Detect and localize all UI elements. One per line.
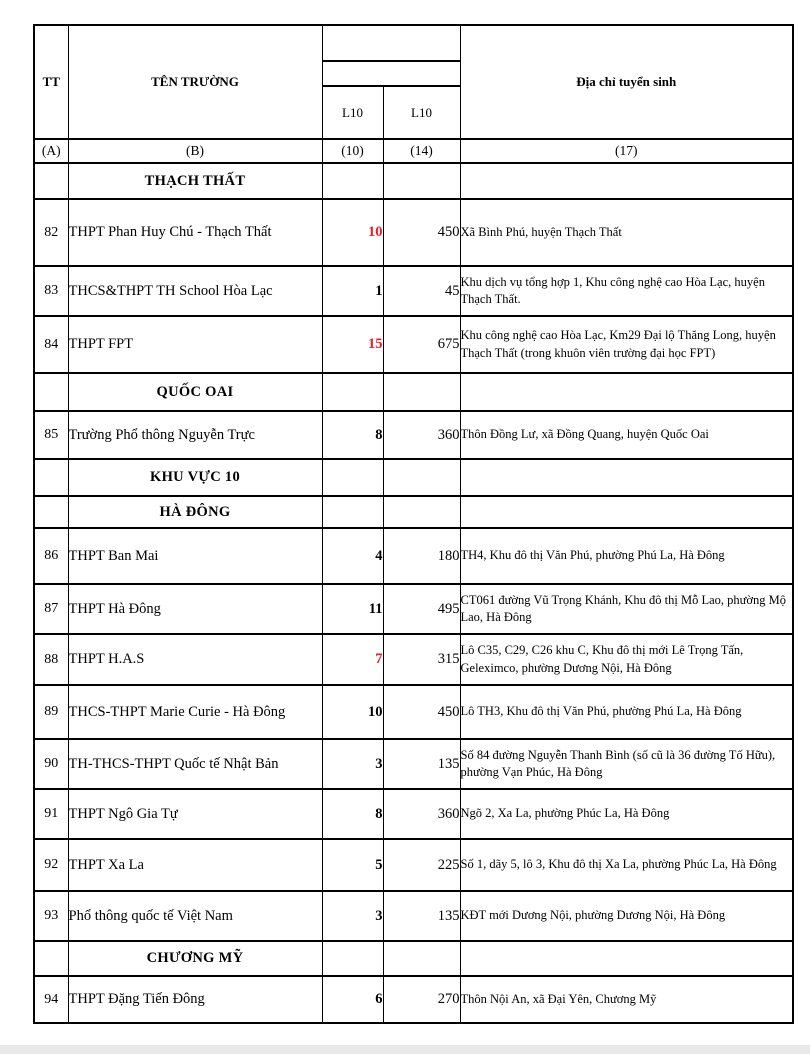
l10-value-cell: 5 [322, 839, 383, 891]
school-name-cell: Trường Phổ thông Nguyễn Trực [68, 411, 322, 459]
tt-cell: 84 [34, 316, 68, 373]
school-name-cell: TH-THCS-THPT Quốc tế Nhật Bản [68, 739, 322, 789]
l10-value-cell: 8 [322, 411, 383, 459]
table-header [34, 25, 793, 163]
header-ten-truong: TÊN TRƯỜNG [68, 25, 322, 139]
l10-cell [322, 459, 383, 496]
header-dia-chi: Địa chỉ tuyển sinh [460, 25, 793, 139]
tt-cell: 93 [34, 891, 68, 941]
address-cell [460, 941, 793, 976]
school-name-cell: THPT Ngô Gia Tự [68, 789, 322, 839]
tt-cell [34, 373, 68, 411]
table-row [34, 839, 793, 891]
admission-table [33, 24, 794, 1024]
school-name-cell: THPT Xa La [68, 839, 322, 891]
table-row [34, 685, 793, 739]
section-label: KHU VỰC 10 [68, 459, 322, 496]
header-empty-top [322, 25, 460, 61]
address-cell: CT061 đường Vũ Trọng Khánh, Khu đô thị Mỗ Lao, phường Mộ Lao, Hà Đông [460, 584, 793, 634]
table-row [34, 891, 793, 941]
l10-cell [322, 163, 383, 199]
table-row [34, 199, 793, 266]
address-cell [460, 496, 793, 528]
l14-cell [383, 496, 460, 528]
section-label: QUỐC OAI [68, 373, 322, 411]
school-name-cell: THCS&THPT TH School Hòa Lạc [68, 266, 322, 316]
tt-cell: 86 [34, 528, 68, 584]
address-cell [460, 373, 793, 411]
tt-cell: 91 [34, 789, 68, 839]
l14-value-cell: 315 [383, 634, 460, 685]
section-row [34, 496, 793, 528]
header-tt: TT [34, 25, 68, 139]
address-cell [460, 459, 793, 496]
l10-value-cell: 7 [322, 634, 383, 685]
l14-cell [383, 941, 460, 976]
address-cell: Lô C35, C29, C26 khu C, Khu đô thị mới Lê Trọng Tấn, Geleximco, phường Dương Nội, Hà Đông [460, 634, 793, 685]
school-name-cell: Phổ thông quốc tế Việt Nam [68, 891, 322, 941]
header-code-row [34, 139, 793, 163]
school-name-cell: THPT Đặng Tiến Đông [68, 976, 322, 1023]
header-l10-col-10: L10 [322, 86, 383, 139]
l10-value-cell: 10 [322, 685, 383, 739]
l14-value-cell: 495 [383, 584, 460, 634]
address-cell: Ngõ 2, Xa La, phường Phúc La, Hà Đông [460, 789, 793, 839]
address-cell: KĐT mới Dương Nội, phường Dương Nội, Hà Đông [460, 891, 793, 941]
address-cell: Thôn Nội An, xã Đại Yên, Chương Mỹ [460, 976, 793, 1023]
address-cell: Xã Bình Phú, huyện Thạch Thất [460, 199, 793, 266]
school-name-cell: THPT Hà Đông [68, 584, 322, 634]
school-name-cell: THPT H.A.S [68, 634, 322, 685]
l10-value-cell: 6 [322, 976, 383, 1023]
header-empty-middle [322, 61, 460, 86]
l14-value-cell: 135 [383, 739, 460, 789]
table-row [34, 584, 793, 634]
address-cell: Số 84 đường Nguyễn Thanh Bình (số cũ là 36 đường Tố Hữu), phường Vạn Phúc, Hà Đông [460, 739, 793, 789]
tt-cell [34, 459, 68, 496]
table-row [34, 634, 793, 685]
school-name-cell: THCS-THPT Marie Curie - Hà Đông [68, 685, 322, 739]
table-row [34, 739, 793, 789]
address-cell [460, 163, 793, 199]
l10-cell [322, 373, 383, 411]
school-name-cell: THPT Phan Huy Chú - Thạch Thất [68, 199, 322, 266]
tt-cell: 83 [34, 266, 68, 316]
l14-value-cell: 675 [383, 316, 460, 373]
l14-value-cell: 45 [383, 266, 460, 316]
table-row [34, 789, 793, 839]
address-cell: Thôn Đồng Lư, xã Đồng Quang, huyện Quốc Oai [460, 411, 793, 459]
l14-cell [383, 163, 460, 199]
section-row [34, 163, 793, 199]
address-cell: Số 1, dãy 5, lô 3, Khu đô thị Xa La, phường Phúc La, Hà Đông [460, 839, 793, 891]
section-row [34, 373, 793, 411]
address-cell: Khu dịch vụ tổng hợp 1, Khu công nghệ cao Hòa Lạc, huyện Thạch Thất. [460, 266, 793, 316]
l10-cell [322, 496, 383, 528]
tt-cell: 94 [34, 976, 68, 1023]
header-row-1 [34, 25, 793, 61]
school-name-cell: THPT Ban Mai [68, 528, 322, 584]
l14-value-cell: 450 [383, 685, 460, 739]
tt-cell: 85 [34, 411, 68, 459]
table-row [34, 316, 793, 373]
header-l10-col-14: L10 [383, 86, 460, 139]
section-label: THẠCH THẤT [68, 163, 322, 199]
section-label: HÀ ĐÔNG [68, 496, 322, 528]
header-code-10: (10) [322, 139, 383, 163]
tt-cell: 90 [34, 739, 68, 789]
l10-value-cell: 3 [322, 891, 383, 941]
tt-cell: 87 [34, 584, 68, 634]
l10-value-cell: 3 [322, 739, 383, 789]
tt-cell: 92 [34, 839, 68, 891]
l10-value-cell: 10 [322, 199, 383, 266]
tt-cell [34, 941, 68, 976]
tt-cell [34, 163, 68, 199]
l10-value-cell: 4 [322, 528, 383, 584]
table-row [34, 411, 793, 459]
header-code-b: (B) [68, 139, 322, 163]
l10-value-cell: 15 [322, 316, 383, 373]
section-label: CHƯƠNG MỸ [68, 941, 322, 976]
section-row [34, 941, 793, 976]
l14-value-cell: 225 [383, 839, 460, 891]
header-code-14: (14) [383, 139, 460, 163]
address-cell: TH4, Khu đô thị Văn Phú, phường Phú La, Hà Đông [460, 528, 793, 584]
l14-cell [383, 373, 460, 411]
address-cell: Khu công nghệ cao Hòa Lạc, Km29 Đại lộ Thăng Long, huyện Thạch Thất (trong khuôn viên trường đại học FPT) [460, 316, 793, 373]
tt-cell: 88 [34, 634, 68, 685]
header-code-17: (17) [460, 139, 793, 163]
tt-cell [34, 496, 68, 528]
l10-value-cell: 11 [322, 584, 383, 634]
table-body [34, 163, 793, 1023]
l14-value-cell: 360 [383, 411, 460, 459]
l14-value-cell: 360 [383, 789, 460, 839]
l14-cell [383, 459, 460, 496]
table-row [34, 976, 793, 1023]
header-code-a: (A) [34, 139, 68, 163]
table-row [34, 528, 793, 584]
tt-cell: 82 [34, 199, 68, 266]
address-cell: Lô TH3, Khu đô thị Văn Phú, phường Phú La, Hà Đông [460, 685, 793, 739]
table-row [34, 266, 793, 316]
tt-cell: 89 [34, 685, 68, 739]
l10-value-cell: 1 [322, 266, 383, 316]
l14-value-cell: 450 [383, 199, 460, 266]
page-bottom-edge [0, 1045, 810, 1054]
l10-value-cell: 8 [322, 789, 383, 839]
l14-value-cell: 270 [383, 976, 460, 1023]
l14-value-cell: 135 [383, 891, 460, 941]
section-row [34, 459, 793, 496]
school-name-cell: THPT FPT [68, 316, 322, 373]
l14-value-cell: 180 [383, 528, 460, 584]
l10-cell [322, 941, 383, 976]
